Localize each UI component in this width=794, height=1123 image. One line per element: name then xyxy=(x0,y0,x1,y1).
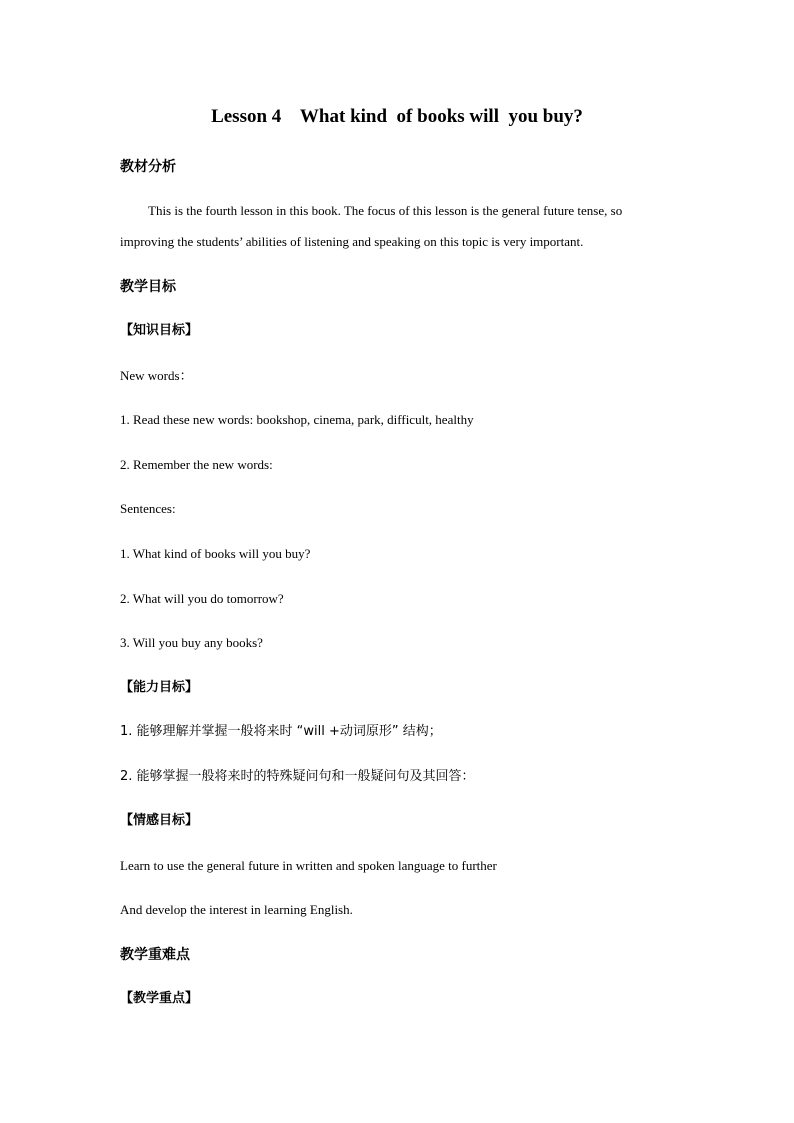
analysis-paragraph-line-1: This is the fourth lesson in this book. The focus of this lesson is the general future tense, so xyxy=(148,203,623,218)
new-words-item-1: 1. Read these new words: bookshop, cinema, park, difficult, healthy xyxy=(120,412,474,427)
lesson-title: Lesson 4 What kind of books will you buy? xyxy=(211,106,583,127)
heading-textbook-analysis: 教材分析 xyxy=(120,159,176,175)
emotion-line-2: And develop the interest in learning English. xyxy=(120,902,353,917)
ability-item-1: 1. 能够理解并掌握一般将来时 “will +动词原形” 结构； xyxy=(120,724,442,739)
sentence-item-2: 2. What will you do tomorrow? xyxy=(120,591,284,606)
ability-item-2: 2. 能够掌握一般将来时的特殊疑问句和一般疑问句及其回答： xyxy=(120,769,475,784)
label-knowledge-objectives: 【知识目标】 xyxy=(120,323,199,338)
sentence-item-1: 1. What kind of books will you buy? xyxy=(120,546,311,561)
label-ability-objectives: 【能力目标】 xyxy=(120,680,199,695)
sentences-label: Sentences: xyxy=(120,501,176,516)
emotion-line-1: Learn to use the general future in written and spoken language to further xyxy=(120,858,497,873)
analysis-paragraph-line-2: improving the students’ abilities of listening and speaking on this topic is very important. xyxy=(120,234,584,249)
label-emotional-objectives: 【情感目标】 xyxy=(120,813,199,828)
new-words-item-2: 2. Remember the new words: xyxy=(120,457,273,472)
sentence-item-3: 3. Will you buy any books? xyxy=(120,635,263,650)
new-words-label: New words： xyxy=(120,368,193,383)
label-teaching-key-points: 【教学重点】 xyxy=(120,991,199,1006)
heading-teaching-objectives: 教学目标 xyxy=(120,279,176,295)
heading-key-difficult-points: 教学重难点 xyxy=(120,947,190,963)
